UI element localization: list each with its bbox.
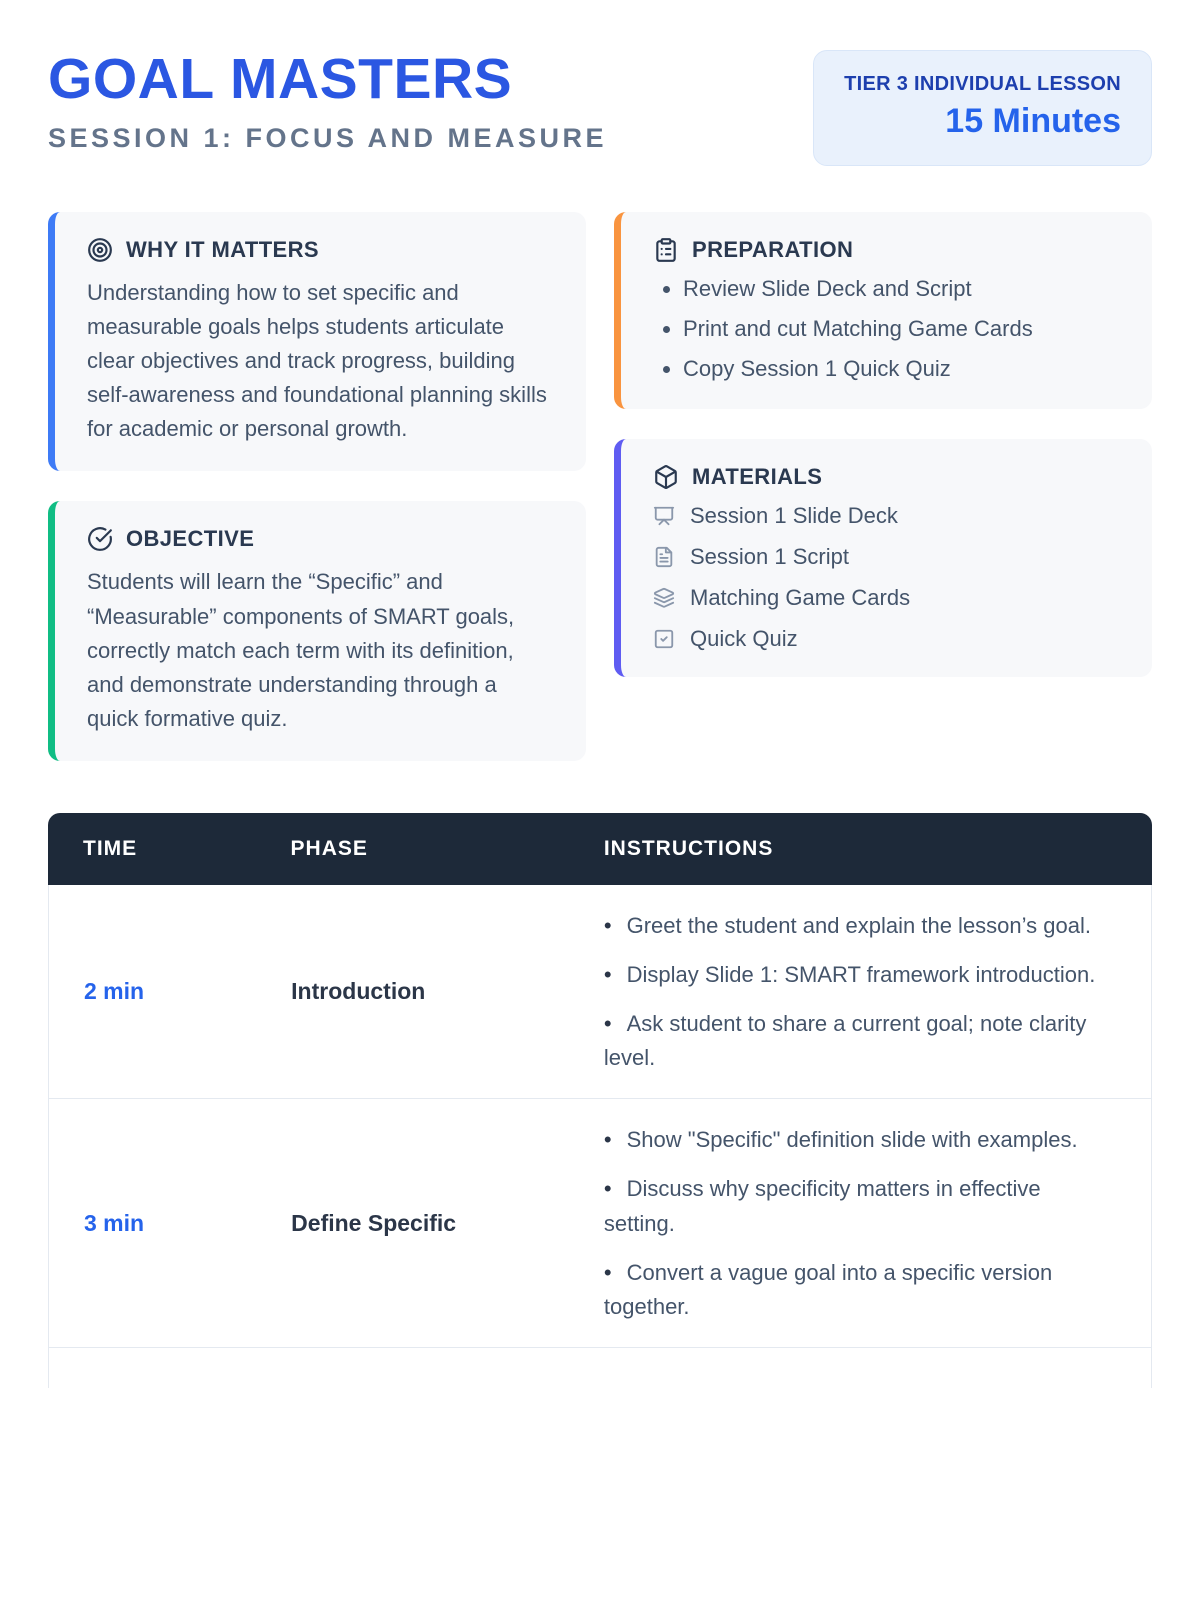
page-title: GOAL MASTERS (48, 47, 513, 111)
info-cards (48, 212, 1152, 761)
preparation-heading (653, 237, 1120, 263)
table-body (48, 885, 1152, 1348)
table-header-phase: PHASE (290, 836, 368, 860)
instruction-item: • Greet the student and explain the lesson’s goal. (604, 909, 1111, 943)
instruction-item: • Ask student to share a current goal; note clarity level. (604, 1007, 1111, 1075)
material-label: Matching Game Cards (690, 585, 911, 610)
file-text-icon (653, 546, 675, 568)
row-time: 3 min (84, 1209, 145, 1236)
row-phase: Introduction (291, 978, 426, 1005)
table-header-row (48, 813, 1152, 885)
presentation-icon (653, 505, 675, 527)
instruction-item: • Display Slide 1: SMART framework introduction. (604, 958, 1111, 992)
card-title-label: OBJECTIVE (126, 526, 255, 552)
target-icon (87, 237, 113, 263)
square-check-icon (653, 628, 675, 650)
badge-tier-label: TIER 3 INDIVIDUAL LESSON (844, 73, 1121, 95)
preparation-item: • Review Slide Deck and Script (683, 276, 1120, 302)
table-row (48, 885, 1152, 1099)
layers-icon (653, 587, 675, 609)
package-icon (653, 464, 679, 490)
circle-check-icon (87, 526, 113, 552)
schedule-table (48, 813, 1152, 1388)
table-header-instructions: INSTRUCTIONS (603, 836, 774, 860)
row-instructions (556, 1099, 1151, 1346)
card-title-label: PREPARATION (692, 237, 854, 262)
page-subtitle: SESSION 1: FOCUS AND MEASURE (48, 122, 608, 153)
material-item (653, 626, 1120, 652)
table-header-time: TIME (83, 836, 138, 860)
table-row-partial (48, 1348, 1152, 1388)
material-item (653, 544, 1120, 570)
cards-left-column (48, 212, 586, 761)
instruction-item: • Convert a vague goal into a specific version together. (604, 1256, 1111, 1324)
row-time: 2 min (84, 978, 145, 1005)
card-title-label: WHY IT MATTERS (126, 237, 319, 262)
page-header (48, 47, 1152, 166)
objective-heading (87, 526, 554, 552)
lesson-badge (813, 50, 1152, 166)
materials-list (653, 503, 1120, 652)
objective-card (48, 501, 586, 760)
clipboard-icon (653, 237, 679, 263)
cards-right-column (614, 212, 1152, 677)
instruction-item: • Discuss why specificity matters in effective setting. (604, 1172, 1111, 1240)
why-it-matters-heading (87, 237, 554, 263)
preparation-card (614, 212, 1152, 409)
why-it-matters-body: Understanding how to set specific and measurable goals helps students articulate clear objectives and track progress, building self-awareness and foundational planning skills for academic or personal growth. (87, 280, 547, 442)
card-title-label: MATERIALS (692, 464, 823, 489)
badge-duration: 15 Minutes (945, 102, 1121, 140)
preparation-item: • Print and cut Matching Game Cards (683, 316, 1120, 342)
materials-heading (653, 464, 1120, 490)
material-label: Session 1 Script (690, 544, 849, 569)
materials-card (614, 439, 1152, 677)
why-it-matters-card (48, 212, 586, 471)
preparation-item: • Copy Session 1 Quick Quiz (683, 356, 1120, 382)
material-item (653, 585, 1120, 611)
table-row (48, 1099, 1152, 1347)
instruction-item: • Show "Specific" definition slide with examples. (604, 1123, 1111, 1157)
objective-body: Students will learn the “Specific” and “Measurable” components of SMART goals, correctly match each term with its definition, and demonstrate understanding through a quick formative quiz. (87, 569, 515, 731)
preparation-list (653, 276, 1120, 382)
material-label: Session 1 Slide Deck (690, 503, 898, 528)
material-item (653, 503, 1120, 529)
row-phase: Define Specific (291, 1209, 457, 1236)
row-instructions (556, 885, 1151, 1098)
title-block (48, 47, 608, 154)
material-label: Quick Quiz (690, 626, 798, 651)
